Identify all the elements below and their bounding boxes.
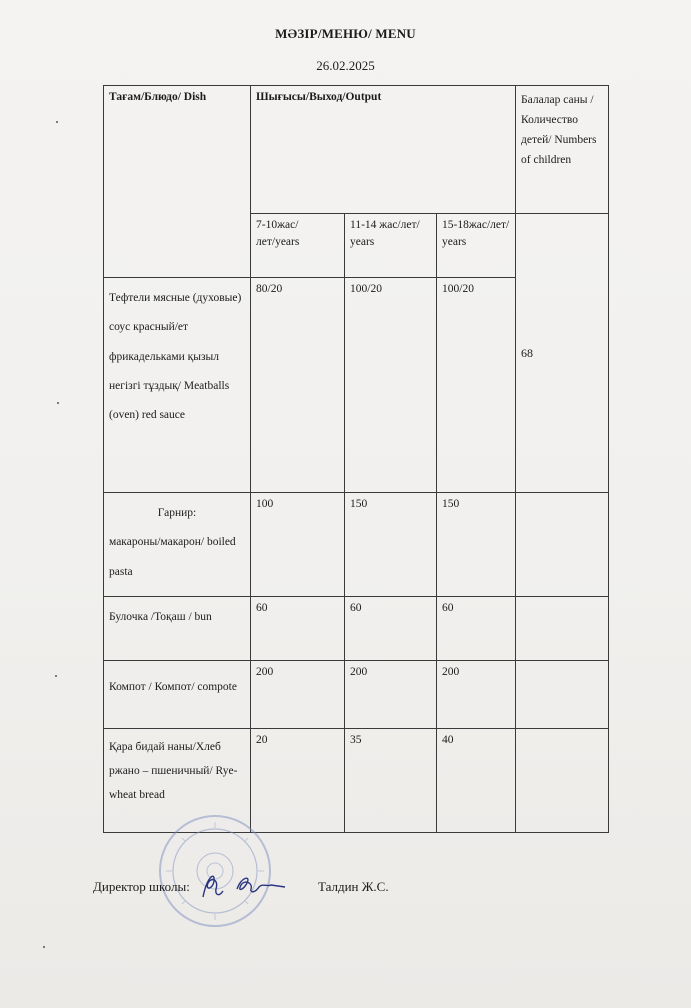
page-title: МӘЗІР/МЕНЮ/ MENU — [275, 26, 416, 41]
age-group-3: 15-18жас/лет/ years — [437, 214, 516, 278]
output-cell: 100/20 — [437, 278, 516, 493]
dish-cell: Компот / Компот/ compote — [104, 661, 251, 729]
output-cell: 100 — [251, 493, 345, 597]
director-label: Директор школы: — [93, 879, 190, 894]
header-dish: Тағам/Блюдо/ Dish — [104, 86, 251, 278]
output-cell: 200 — [251, 661, 345, 729]
dish-cell — [104, 493, 251, 597]
output-cell: 150 — [345, 493, 437, 597]
children-cell — [516, 661, 609, 729]
menu-date: 26.02.2025 — [316, 58, 375, 73]
children-cell — [516, 729, 609, 833]
paper-speck — [43, 946, 45, 948]
output-cell: 60 — [251, 597, 345, 661]
age-group-1: 7-10жас/лет/years — [251, 214, 345, 278]
director-name: Талдин Ж.С. — [318, 879, 389, 894]
dish-heading: Гарнир: — [157, 507, 197, 519]
age-group-2: 11-14 жас/лет/ years — [345, 214, 437, 278]
dish-cell: Тефтели мясные (духовые) соус красный/ет фрикадельками қызыл негізгі тұздық/ Meatballs (oven) red sauce — [104, 278, 251, 493]
dish-cell: Қара бидай наны/Хлеб ржано – пшеничный/ Rye-wheat bread — [104, 729, 251, 833]
output-cell: 60 — [437, 597, 516, 661]
table-row — [104, 493, 609, 597]
table-row — [104, 597, 609, 661]
paper-speck — [56, 121, 58, 123]
output-cell: 40 — [437, 729, 516, 833]
output-cell: 20 — [251, 729, 345, 833]
director-signature — [197, 867, 289, 905]
children-count: 68 — [516, 214, 609, 493]
dish-text: макароны/макарон/ boiled pasta — [109, 536, 236, 578]
header-children: Балалар саны /Количество детей/ Numbers of children — [516, 86, 609, 214]
children-cell — [516, 493, 609, 597]
table-header-row — [104, 86, 609, 214]
output-cell: 80/20 — [251, 278, 345, 493]
children-cell — [516, 597, 609, 661]
output-cell: 150 — [437, 493, 516, 597]
table-row — [104, 661, 609, 729]
output-cell: 35 — [345, 729, 437, 833]
output-cell: 200 — [345, 661, 437, 729]
output-cell: 100/20 — [345, 278, 437, 493]
header-output: Шығысы/Выход/Output — [251, 86, 516, 214]
menu-table — [103, 85, 609, 833]
paper-speck — [55, 675, 57, 677]
paper-speck — [57, 402, 59, 404]
output-cell: 60 — [345, 597, 437, 661]
output-cell: 200 — [437, 661, 516, 729]
dish-cell: Булочка /Тоқаш / bun — [104, 597, 251, 661]
